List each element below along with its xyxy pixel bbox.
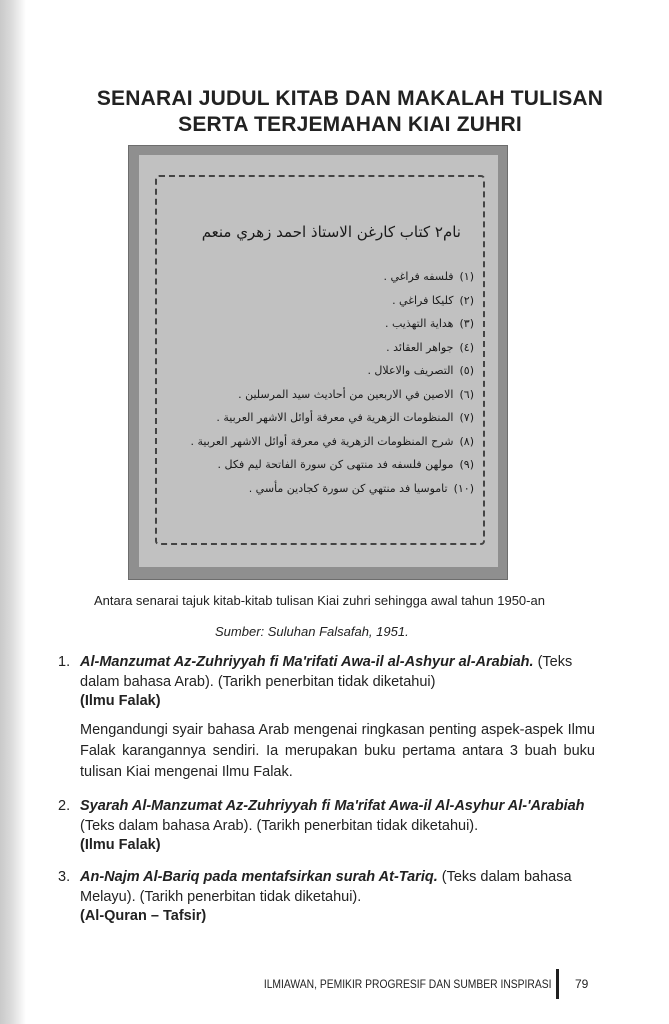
manuscript-item — [174, 430, 474, 454]
entry-details: (Teks dalam bahasa Melayu). (Tarikh penerbitan tidak diketahui). — [80, 869, 572, 905]
manuscript-item — [174, 312, 474, 336]
manuscript-item-number: (٣) — [459, 317, 474, 330]
running-title: ILMIAWAN, PEMIKIR PROGRESIF DAN SUMBER INSPIRASI — [263, 977, 551, 991]
page-number: 79 — [575, 977, 589, 991]
entry-number: 1. — [58, 654, 71, 670]
manuscript-item — [174, 289, 474, 313]
figure-source: Sumber: Suluhan Falsafah, 1951. — [215, 624, 409, 639]
entry-number: 3. — [58, 869, 71, 885]
manuscript-item — [174, 453, 474, 477]
manuscript-item — [174, 359, 474, 383]
page-title — [40, 86, 660, 138]
manuscript-item-text: مولهن فلسفه فد منتهى كن سورة الفاتحة ليم فكل . — [217, 458, 454, 471]
manuscript-item-text: تاموسيا فد منتهي كن سورة كجادين مأسي . — [248, 481, 448, 495]
entry-title: Al-Manzumat Az-Zuhriyyah fi Ma'rifati Awa-il al-Ashyur al-Arabiah. — [80, 654, 534, 670]
book-entry-3 — [58, 868, 595, 927]
manuscript-item-text: جواهر العقائد . — [386, 340, 454, 354]
page-title-line-2: SERTA TERJEMAHAN KIAI ZUHRI — [178, 113, 522, 136]
manuscript-item-text: التصريف والاعلال . — [367, 364, 454, 377]
manuscript-item-text: كليكا فراغي . — [392, 293, 454, 307]
manuscript-item-number: (٢) — [459, 293, 474, 307]
page-title-line-1: SENARAI JUDUL KITAB DAN MAKALAH TULISAN — [96, 87, 604, 110]
manuscript-heading: نام٢ كتاب كارغن الاستاذ احمد زهري منعم — [201, 223, 461, 241]
entry-title: An-Najm Al-Bariq pada mentafsirkan surah At-Tariq. — [80, 869, 438, 885]
manuscript-item-number: (١٠) — [453, 481, 474, 495]
book-entry-2 — [58, 797, 595, 856]
footer-divider — [556, 969, 559, 999]
entry-details: (Teks dalam bahasa Arab). (Tarikh penerbitan tidak diketahui). — [80, 817, 479, 834]
manuscript-paper — [139, 155, 498, 567]
figure-caption: Antara senarai tajuk kitab-kitab tulisan Kiai zuhri sehingga awal tahun 1950-an — [94, 593, 545, 608]
manuscript-item-text: هداية التهذيب . — [384, 317, 454, 330]
manuscript-item-number: (٧) — [459, 411, 474, 424]
manuscript-item-number: (٤) — [459, 340, 474, 354]
manuscript-item-text: فلسفه فراغي . — [383, 270, 454, 283]
manuscript-item — [174, 383, 474, 407]
manuscript-list — [174, 265, 474, 500]
manuscript-item-text: شرح المنظومات الزهرية في معرفة أوائل الاشهر العربية . — [190, 434, 454, 448]
entry-number: 2. — [58, 798, 71, 814]
entry-category: (Ilmu Falak) — [80, 693, 161, 709]
manuscript-item — [174, 406, 474, 430]
manuscript-item — [174, 477, 474, 501]
entry-title: Syarah Al-Manzumat Az-Zuhriyyah fi Ma'rifat Awa-il Al-Asyhur Al-'Arabiah — [80, 798, 585, 814]
entry-details: (Teks dalam bahasa Arab). (Tarikh penerbitan tidak diketahui) — [80, 654, 573, 690]
book-entry-1 — [58, 653, 595, 712]
manuscript-item — [174, 336, 474, 360]
manuscript-item-text: الاصين في الاربعين من أحاديث سيد المرسلين . — [238, 387, 454, 401]
page-footer — [0, 975, 669, 995]
manuscript-item-number: (١) — [459, 270, 474, 283]
page-gutter-shadow — [0, 0, 26, 1024]
manuscript-item-number: (٦) — [459, 387, 474, 401]
entry-description: Mengandungi syair bahasa Arab mengenai ringkasan penting aspek-aspek Ilmu Falak karangannya sendiri. Ia merupakan buku pertama antara 3 buah buku tulisan Kiai mengenai Ilmu Falak. — [80, 722, 595, 780]
entry-category: (Ilmu Falak) — [80, 837, 161, 853]
entry-category: (Al-Quran – Tafsir) — [80, 908, 207, 924]
manuscript-photo — [128, 145, 508, 580]
manuscript-item-number: (٥) — [459, 364, 474, 377]
manuscript-item-number: (٨) — [459, 434, 474, 448]
manuscript-item-text: المنظومات الزهرية في معرفة أوائل الاشهر العربية . — [216, 411, 454, 424]
manuscript-item — [174, 265, 474, 289]
manuscript-item-number: (٩) — [459, 458, 474, 471]
